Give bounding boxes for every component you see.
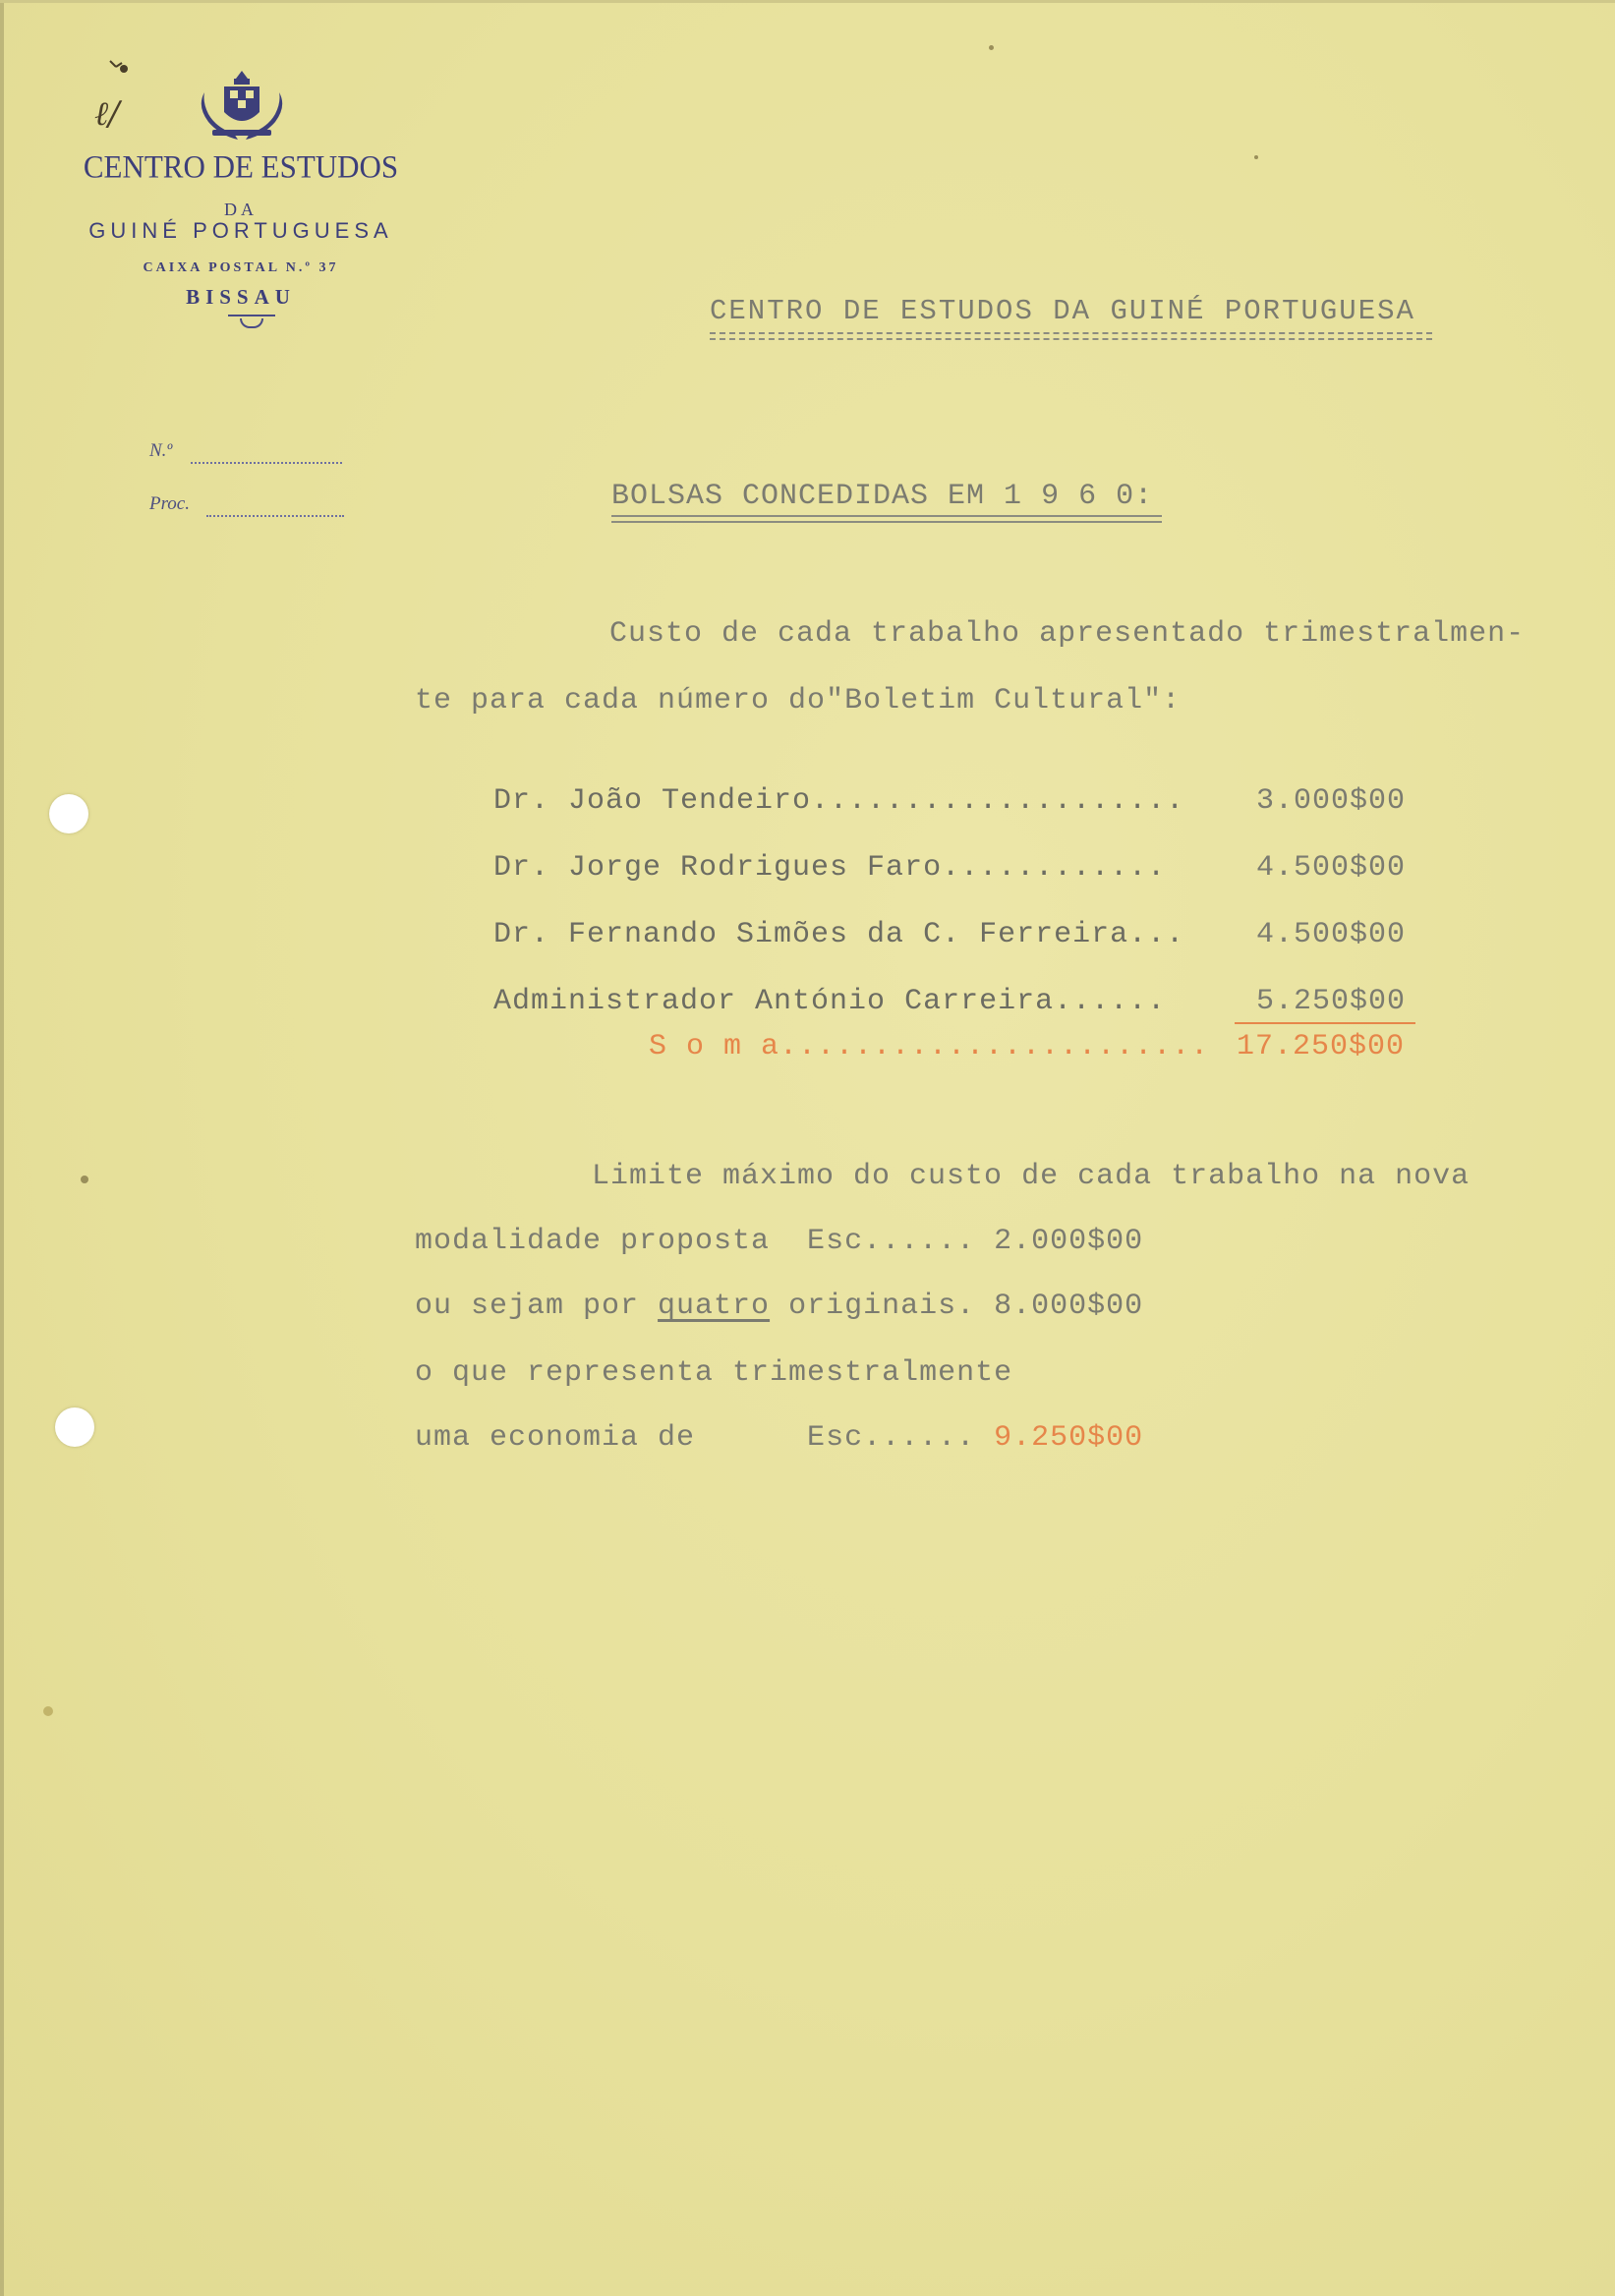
limit-line-3-suffix: originais. 8.000$00	[770, 1290, 1144, 1323]
paper-edge-top	[0, 0, 1615, 3]
paper-speck	[1254, 155, 1258, 159]
grant-amount-4: 5.250$00	[1256, 985, 1407, 1018]
letterhead-name: CENTRO DE ESTUDOS	[83, 148, 399, 185]
economy-amount: 9.250$00	[994, 1421, 1144, 1455]
intro-line-2: te para cada número do"Boletim Cultural":	[415, 684, 1182, 718]
letterhead-mailbox: CAIXA POSTAL N.º 37	[143, 260, 339, 275]
grant-name-1: Dr. João Tendeiro....................	[493, 784, 1185, 818]
grant-amount-3: 4.500$00	[1256, 918, 1407, 951]
grant-amount-2: 4.500$00	[1256, 851, 1407, 885]
proc-field-label: Proc.	[149, 493, 190, 514]
economy-label: uma economia de Esc......	[415, 1421, 976, 1455]
letterhead-region: GUINÉ PORTUGUESA	[88, 218, 393, 243]
number-field-line	[191, 462, 342, 464]
limit-line-2: modalidade proposta Esc...... 2.000$00	[415, 1225, 1144, 1258]
paper-edge	[0, 0, 4, 2296]
document-title: BOLSAS CONCEDIDAS EM 1 9 6 0:	[611, 480, 1154, 513]
number-field-label: N.º	[149, 440, 173, 461]
grant-amount-1: 3.000$00	[1256, 784, 1407, 818]
total-amount: 17.250$00	[1237, 1030, 1406, 1063]
limit-line-3	[415, 1290, 1143, 1323]
header-underline-1	[710, 332, 1432, 334]
total-rule	[1235, 1022, 1415, 1024]
punch-hole-bottom	[55, 1407, 94, 1447]
handwritten-margin-mark: ℓ/	[94, 94, 120, 134]
title-underline-1	[611, 515, 1162, 517]
limit-line-5	[415, 1421, 1143, 1455]
limit-line-1: Limite máximo do custo de cada trabalho na nova	[592, 1160, 1471, 1193]
coat-of-arms-icon	[195, 69, 289, 144]
paper-speck	[43, 1706, 53, 1716]
total-label: S o m a.......................	[649, 1030, 1210, 1063]
punch-hole-top	[49, 794, 88, 833]
letterhead-divider	[228, 315, 275, 316]
letterhead-da: DA	[224, 200, 258, 219]
grant-name-3: Dr. Fernando Simões da C. Ferreira...	[493, 918, 1185, 951]
limit-line-4: o que representa trimestralmente	[415, 1356, 1013, 1390]
grant-name-4: Administrador António Carreira......	[493, 985, 1167, 1018]
paper-speck	[81, 1176, 88, 1183]
letterhead-ornament-icon	[240, 318, 263, 328]
limit-line-3-underlined: quatro	[658, 1290, 771, 1323]
letterhead-city: BISSAU	[186, 285, 296, 309]
document-header: CENTRO DE ESTUDOS DA GUINÉ PORTUGUESA	[710, 295, 1415, 327]
title-underline-2	[611, 521, 1162, 523]
grant-name-2: Dr. Jorge Rodrigues Faro............	[493, 851, 1167, 885]
header-underline-2	[710, 338, 1432, 340]
limit-line-3-prefix: ou sejam por	[415, 1290, 659, 1323]
intro-line-1: Custo de cada trabalho apresentado trimestralmen-	[609, 617, 1526, 651]
proc-field-line	[206, 515, 344, 517]
paper-speck	[989, 45, 994, 50]
pencil-mark-icon	[108, 57, 132, 75]
